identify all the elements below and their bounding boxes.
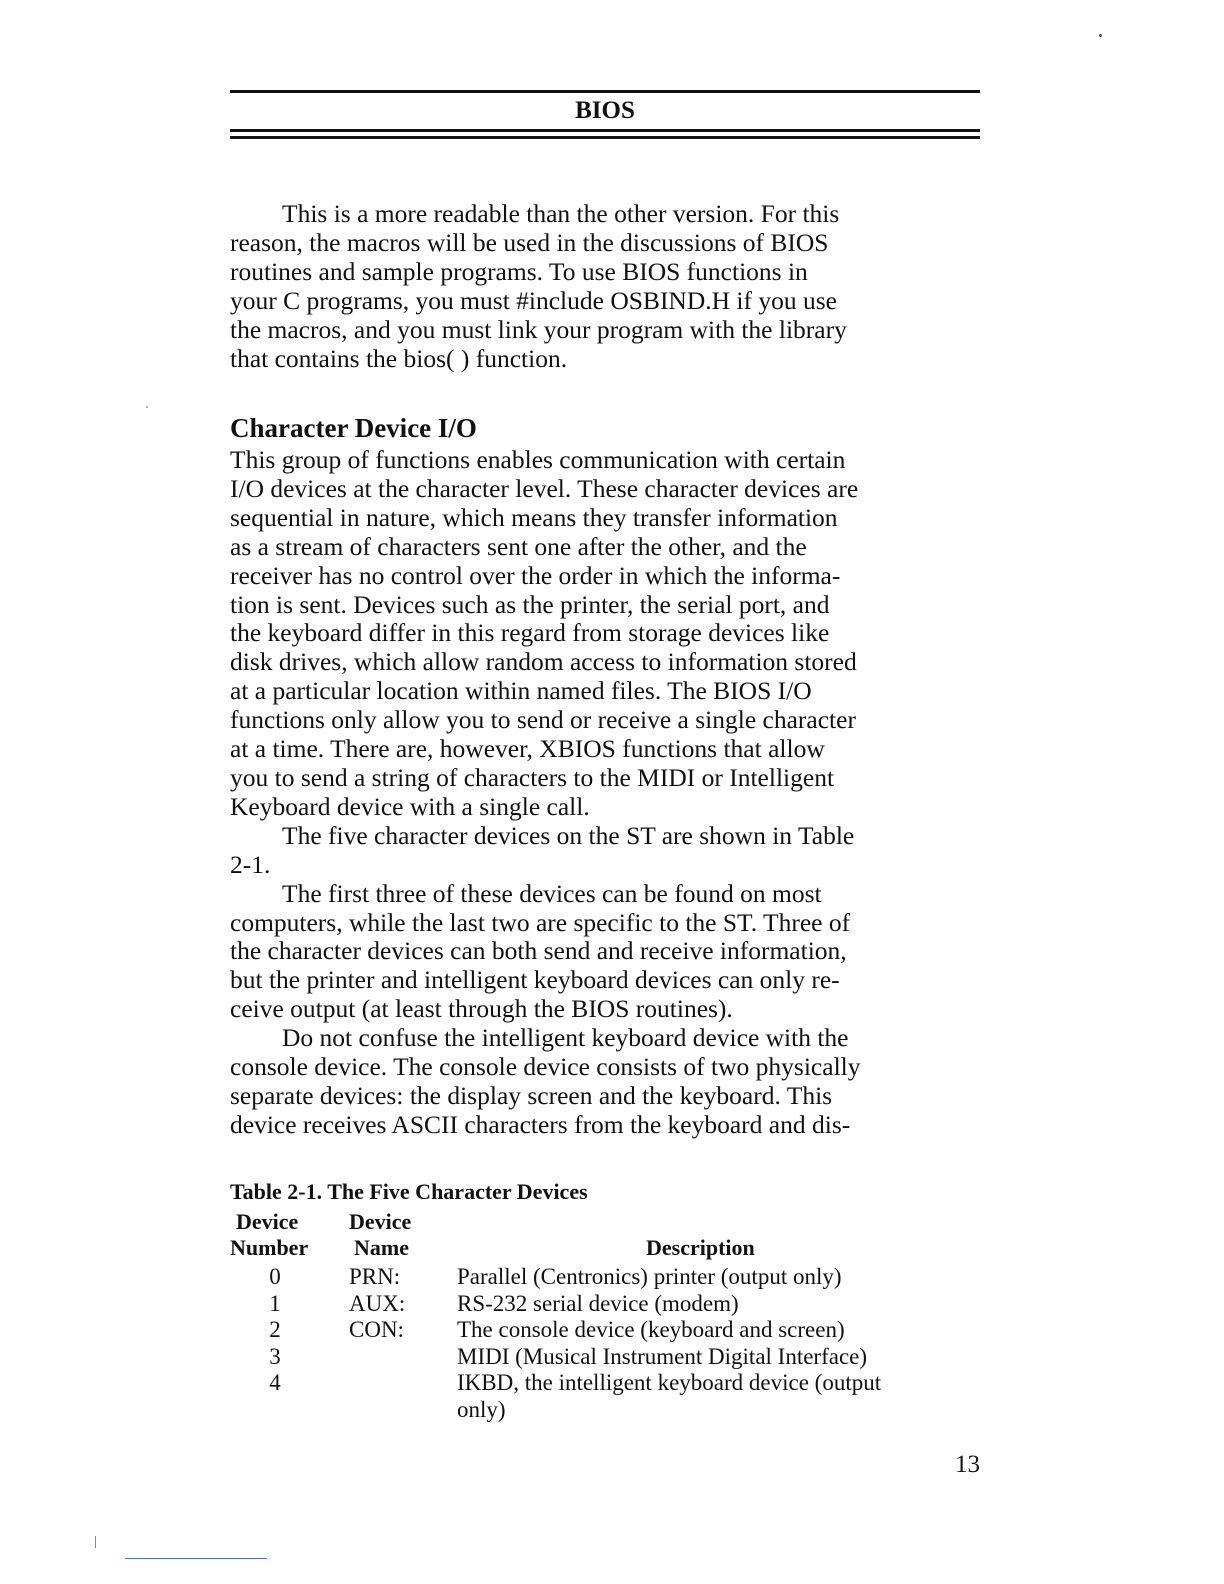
device-number: 0: [269, 1264, 281, 1289]
table-header-description: Description: [646, 1235, 755, 1260]
text-line: routines and sample programs. To use BIOS functions in: [230, 256, 808, 286]
text-line: at a particular location within named files. The BIOS I/O: [230, 676, 812, 706]
text-line: reason, the macros will be used in the discussions of BIOS: [230, 227, 829, 257]
text-line: This is a more readable than the other version. For this: [282, 199, 840, 228]
table-header-number: Device: [236, 1209, 299, 1234]
table-row: [230, 1291, 980, 1318]
text-line: The first three of these devices can be found on most: [282, 878, 822, 908]
text-line: at a time. There are, however, XBIOS functions that allow: [230, 734, 825, 764]
text-line: as a stream of characters sent one after the other, and the: [230, 531, 807, 561]
header-rule-top: [230, 90, 980, 93]
device-number: 3: [269, 1343, 281, 1369]
running-head: BIOS: [575, 97, 635, 124]
table-header-name: Device: [349, 1209, 412, 1234]
table-row: [230, 1370, 980, 1423]
header-rule-double: [230, 136, 980, 139]
table-header-number: Number: [230, 1235, 309, 1260]
table-row: [230, 1264, 980, 1291]
table-row: [230, 1317, 980, 1344]
text-line: sequential in nature, which means they transfer information: [230, 502, 838, 532]
device-description: [457, 1317, 980, 1344]
device-number: 2: [269, 1317, 281, 1342]
paragraph-intro: [230, 200, 980, 373]
text-line: Keyboard device with a single call.: [230, 791, 590, 821]
description-line: only): [457, 1396, 506, 1422]
text-line: the character devices can both send and receive information,: [230, 936, 847, 966]
text-line: I/O devices at the character level. These character devices are: [230, 473, 859, 503]
text-line: your C programs, you must #include OSBIND.H if you use: [230, 285, 837, 315]
text-line: that contains the bios( ) function.: [230, 343, 568, 373]
text-line: receiver has no control over the order in which the informa-: [230, 560, 841, 590]
section-body: [230, 446, 980, 1140]
device-description: [457, 1291, 980, 1318]
description-line: Parallel (Centronics) printer (output only): [457, 1264, 842, 1289]
device-name: CON:: [349, 1317, 404, 1342]
device-name: AUX:: [349, 1290, 406, 1316]
device-number: 1: [269, 1290, 281, 1316]
text-line: functions only allow you to send or receive a single character: [230, 705, 856, 735]
text-line: tion is sent. Devices such as the printer, the serial port, and: [230, 589, 830, 619]
description-line: The console device (keyboard and screen): [457, 1317, 845, 1342]
device-description: [457, 1344, 980, 1371]
text-line: ceive output (at least through the BIOS routines).: [230, 994, 733, 1024]
page-number: 13: [955, 1451, 980, 1478]
text-line: This group of functions enables communication with certain: [230, 445, 846, 474]
text-line: The five character devices on the ST are shown in Table: [282, 820, 855, 850]
text-line: you to send a string of characters to the MIDI or Intelligent: [230, 762, 835, 792]
text-line: Do not confuse the intelligent keyboard device with the: [282, 1023, 849, 1053]
book-page: [230, 0, 980, 1584]
text-line: the keyboard differ in this regard from storage devices like: [230, 618, 830, 648]
device-table: [230, 1264, 980, 1423]
table-header-name: Name: [354, 1235, 409, 1260]
section-heading: Character Device I/O: [230, 413, 477, 443]
text-line: but the printer and intelligent keyboard devices can only re-: [230, 965, 840, 995]
description-line: IKBD, the intelligent keyboard device (output: [457, 1370, 882, 1395]
table-caption: Table 2-1. The Five Character Devices: [230, 1179, 588, 1204]
text-line: device receives ASCII characters from the keyboard and dis-: [230, 1109, 851, 1139]
scan-speck: [146, 406, 148, 408]
device-description: [457, 1370, 980, 1423]
text-line: console device. The console device consists of two physically: [230, 1052, 861, 1082]
description-line: RS-232 serial device (modem): [457, 1290, 739, 1316]
scan-speck: [1099, 34, 1102, 37]
text-line: computers, while the last two are specific to the ST. Three of: [230, 907, 851, 937]
scan-mark: [95, 1536, 96, 1548]
text-line: the macros, and you must link your program with the library: [230, 314, 847, 344]
table-row: [230, 1344, 980, 1371]
text-line: separate devices: the display screen and the keyboard. This: [230, 1080, 833, 1110]
description-line: MIDI (Musical Instrument Digital Interface): [457, 1343, 868, 1369]
device-number: 4: [269, 1370, 281, 1395]
header-rule-double: [230, 129, 980, 132]
text-line: disk drives, which allow random access to information stored: [230, 647, 857, 677]
text-line: 2-1.: [230, 849, 271, 879]
device-description: [457, 1264, 980, 1291]
device-name: PRN:: [349, 1264, 401, 1289]
